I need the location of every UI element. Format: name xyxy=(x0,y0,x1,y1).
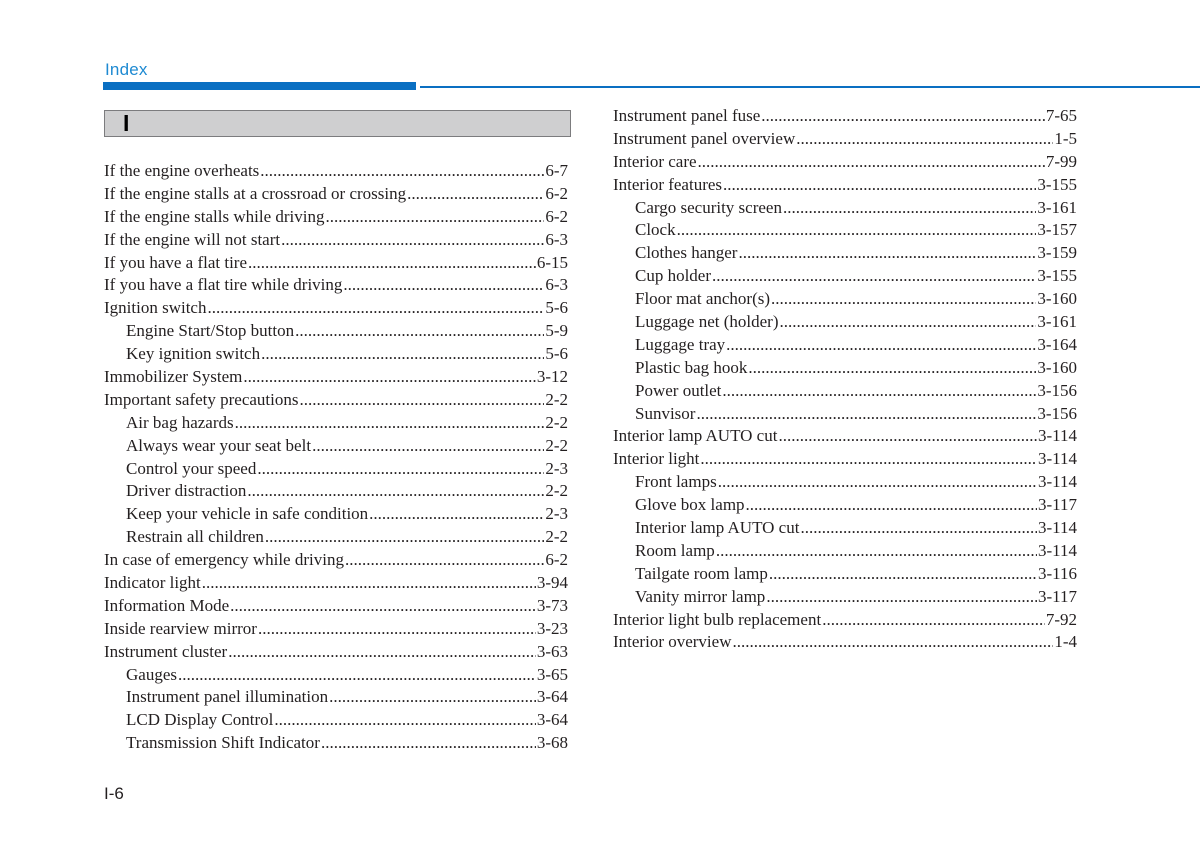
entry-page-ref: 3-114 xyxy=(1037,472,1077,492)
dot-leader xyxy=(202,572,536,595)
dot-leader xyxy=(700,448,1037,471)
dot-leader xyxy=(738,242,1036,265)
index-entry xyxy=(613,609,1077,632)
dot-leader xyxy=(274,709,535,732)
dot-leader xyxy=(783,197,1036,220)
entry-page-ref: 2-2 xyxy=(545,412,568,432)
entry-label: Sunvisor xyxy=(635,403,696,423)
entry-label: Tailgate room lamp xyxy=(635,563,768,583)
dot-leader xyxy=(723,174,1036,197)
entry-label: Luggage tray xyxy=(635,334,726,354)
index-subentry xyxy=(104,709,568,732)
index-subentry xyxy=(613,563,1077,586)
entry-label: Luggage net (holder) xyxy=(635,312,779,332)
entry-label: Floor mat anchor(s) xyxy=(635,289,771,309)
entry-page-ref: 6-2 xyxy=(545,206,568,226)
index-entry xyxy=(104,641,568,664)
entry-page-ref: 3-23 xyxy=(536,618,568,638)
entry-page-ref: 3-160 xyxy=(1037,357,1077,377)
index-subentry xyxy=(613,219,1077,242)
entry-label: Immobilizer System xyxy=(104,367,243,387)
entry-page-ref: 2-2 xyxy=(545,435,568,455)
entry-label: Driver distraction xyxy=(126,481,247,501)
entry-label: Front lamps xyxy=(635,472,717,492)
dot-leader xyxy=(343,274,544,297)
dot-leader xyxy=(769,563,1037,586)
entry-label: If the engine overheats xyxy=(104,161,260,180)
index-subentry xyxy=(613,517,1077,540)
entry-label: In case of emergency while driving xyxy=(104,550,344,570)
entry-label: If you have a flat tire xyxy=(104,252,248,272)
entry-page-ref: 2-3 xyxy=(545,458,568,478)
index-entry xyxy=(613,425,1077,448)
index-entry xyxy=(104,595,568,618)
entry-page-ref: 3-64 xyxy=(536,687,568,707)
entry-page-ref: 3-117 xyxy=(1037,586,1077,606)
entry-page-ref: 6-7 xyxy=(545,161,568,180)
index-subentry xyxy=(613,242,1077,265)
entry-page-ref: 7-65 xyxy=(1045,106,1077,125)
header-rule-thin xyxy=(420,86,1200,88)
page-number: I-6 xyxy=(104,784,124,803)
entry-label: Information Mode xyxy=(104,595,230,615)
index-subentry xyxy=(613,334,1077,357)
dot-leader xyxy=(345,549,544,572)
section-letter-box xyxy=(104,110,571,137)
entry-page-ref: 3-157 xyxy=(1037,220,1077,240)
entry-page-ref: 3-68 xyxy=(536,733,568,753)
dot-leader xyxy=(407,183,544,206)
dot-leader xyxy=(677,219,1037,242)
entry-page-ref: 6-2 xyxy=(545,183,568,203)
section-letter: I xyxy=(123,110,130,136)
entry-page-ref: 7-92 xyxy=(1045,609,1077,629)
dot-leader xyxy=(243,366,535,389)
index-entry xyxy=(613,151,1077,174)
index-entry xyxy=(104,297,568,320)
index-subentry xyxy=(104,686,568,709)
index-subentry xyxy=(613,265,1077,288)
entry-label: Interior lamp AUTO cut xyxy=(635,518,800,538)
entry-label: Instrument panel fuse xyxy=(613,106,761,125)
entry-label: Instrument panel overview xyxy=(613,128,796,148)
entry-label: Vanity mirror lamp xyxy=(635,586,766,606)
entry-label: Interior care xyxy=(613,151,697,171)
entry-page-ref: 3-116 xyxy=(1037,563,1077,583)
dot-leader xyxy=(698,151,1045,174)
entry-page-ref: 3-155 xyxy=(1037,174,1077,194)
entry-label: Interior lamp AUTO cut xyxy=(613,426,778,446)
index-subentry xyxy=(104,480,568,503)
entry-page-ref: 3-65 xyxy=(536,664,568,684)
index-subentry xyxy=(613,288,1077,311)
dot-leader xyxy=(780,311,1037,334)
index-subentry xyxy=(104,526,568,549)
entry-page-ref: 3-155 xyxy=(1037,266,1077,286)
entry-label: Plastic bag hook xyxy=(635,357,748,377)
entry-label: Cargo security screen xyxy=(635,197,782,217)
entry-page-ref: 5-6 xyxy=(545,344,568,364)
dot-leader xyxy=(712,265,1036,288)
index-entry xyxy=(104,229,568,252)
index-entry xyxy=(104,549,568,572)
entry-label: If the engine stalls while driving xyxy=(104,206,325,226)
dot-leader xyxy=(771,288,1036,311)
dot-leader xyxy=(726,334,1036,357)
index-column-right xyxy=(613,105,1077,654)
index-subentry xyxy=(104,503,568,526)
entry-label: Interior light xyxy=(613,449,700,469)
index-entry xyxy=(104,572,568,595)
index-subentry xyxy=(104,435,568,458)
dot-leader xyxy=(325,206,544,229)
index-subentry xyxy=(104,320,568,343)
index-entry xyxy=(104,274,568,297)
entry-label: Power outlet xyxy=(635,380,722,400)
entry-page-ref: 3-156 xyxy=(1037,380,1077,400)
entry-label: If the engine will not start xyxy=(104,229,281,249)
entry-label: Engine Start/Stop button xyxy=(126,321,295,341)
entry-label: Transmission Shift Indicator xyxy=(126,733,320,753)
entry-page-ref: 2-2 xyxy=(545,527,568,547)
entry-page-ref: 6-2 xyxy=(545,550,568,570)
index-subentry xyxy=(613,380,1077,403)
index-entry xyxy=(613,174,1077,197)
entry-page-ref: 3-159 xyxy=(1037,243,1077,263)
entry-page-ref: 2-2 xyxy=(545,481,568,501)
dot-leader xyxy=(732,631,1053,654)
dot-leader xyxy=(796,128,1053,151)
dot-leader xyxy=(178,664,536,687)
index-subentry xyxy=(104,412,568,435)
dot-leader xyxy=(258,618,536,641)
index-subentry xyxy=(613,540,1077,563)
entry-page-ref: 3-156 xyxy=(1037,403,1077,423)
index-entry xyxy=(104,183,568,206)
entry-label: Restrain all children xyxy=(126,527,264,547)
dot-leader xyxy=(716,540,1037,563)
entry-page-ref: 5-9 xyxy=(545,321,568,341)
entry-page-ref: 3-161 xyxy=(1037,312,1077,332)
dot-leader xyxy=(766,586,1037,609)
index-subentry xyxy=(104,664,568,687)
entry-page-ref: 3-63 xyxy=(536,641,568,661)
dot-leader xyxy=(746,494,1037,517)
dot-leader xyxy=(748,357,1036,380)
dot-leader xyxy=(235,412,545,435)
entry-page-ref: 3-160 xyxy=(1037,289,1077,309)
entry-label: Interior features xyxy=(613,174,723,194)
entry-label: Clock xyxy=(635,220,676,240)
index-subentry xyxy=(613,311,1077,334)
entry-page-ref: 3-114 xyxy=(1037,540,1077,560)
dot-leader xyxy=(228,641,536,664)
index-subentry xyxy=(613,494,1077,517)
dot-leader xyxy=(247,480,544,503)
dot-leader xyxy=(281,229,544,252)
dot-leader xyxy=(321,732,536,755)
entry-page-ref: 3-117 xyxy=(1037,495,1077,515)
dot-leader xyxy=(329,686,536,709)
index-subentry xyxy=(104,732,568,755)
entry-label: Glove box lamp xyxy=(635,495,745,515)
entry-label: Interior overview xyxy=(613,632,732,652)
index-subentry xyxy=(613,471,1077,494)
entry-label: Key ignition switch xyxy=(126,344,261,364)
entry-page-ref: 3-94 xyxy=(536,573,568,593)
index-entry xyxy=(104,252,568,275)
entry-page-ref: 3-114 xyxy=(1037,426,1077,446)
entry-page-ref: 2-2 xyxy=(545,389,568,409)
index-entry xyxy=(613,448,1077,471)
entry-label: Air bag hazards xyxy=(126,412,234,432)
dot-leader xyxy=(822,609,1045,632)
entry-label: Gauges xyxy=(126,664,177,684)
entry-label: Ignition switch xyxy=(104,298,207,318)
index-entry xyxy=(613,631,1077,654)
entry-label: LCD Display Control xyxy=(126,710,274,730)
dot-leader xyxy=(207,297,544,320)
index-entry xyxy=(613,105,1077,128)
entry-page-ref: 3-161 xyxy=(1037,197,1077,217)
index-subentry xyxy=(613,357,1077,380)
entry-label: Cup holder xyxy=(635,266,712,286)
page-header-title: Index xyxy=(105,60,148,79)
dot-leader xyxy=(300,389,545,412)
header-rule-thick xyxy=(103,82,416,90)
dot-leader xyxy=(800,517,1037,540)
dot-leader xyxy=(260,160,544,183)
index-subentry xyxy=(104,343,568,366)
index-entry xyxy=(104,160,568,183)
dot-leader xyxy=(778,425,1037,448)
entry-page-ref: 3-114 xyxy=(1037,449,1077,469)
index-subentry xyxy=(613,197,1077,220)
entry-page-ref: 6-3 xyxy=(545,229,568,249)
dot-leader xyxy=(369,503,544,526)
entry-page-ref: 3-64 xyxy=(536,710,568,730)
entry-page-ref: 1-4 xyxy=(1054,632,1077,652)
entry-label: If you have a flat tire while driving xyxy=(104,275,343,295)
index-column-left xyxy=(104,160,568,755)
index-subentry xyxy=(613,403,1077,426)
dot-leader xyxy=(261,343,544,366)
entry-label: Indicator light xyxy=(104,573,201,593)
dot-leader xyxy=(248,252,536,275)
index-entry xyxy=(613,128,1077,151)
dot-leader xyxy=(265,526,544,549)
entry-page-ref: 3-73 xyxy=(536,595,568,615)
index-entry xyxy=(104,389,568,412)
entry-page-ref: 3-12 xyxy=(536,367,568,387)
dot-leader xyxy=(761,105,1045,128)
dot-leader xyxy=(722,380,1036,403)
entry-page-ref: 3-114 xyxy=(1037,518,1077,538)
entry-page-ref: 1-5 xyxy=(1054,128,1077,148)
dot-leader xyxy=(312,435,544,458)
entry-label: Room lamp xyxy=(635,540,715,560)
dot-leader xyxy=(718,471,1037,494)
index-subentry xyxy=(613,586,1077,609)
dot-leader xyxy=(257,458,544,481)
entry-label: Inside rearview mirror xyxy=(104,618,257,638)
entry-label: Instrument panel illumination xyxy=(126,687,329,707)
entry-page-ref: 2-3 xyxy=(545,504,568,524)
entry-label: Always wear your seat belt xyxy=(126,435,312,455)
entry-page-ref: 5-6 xyxy=(545,298,568,318)
entry-label: Important safety precautions xyxy=(104,389,299,409)
index-entry xyxy=(104,206,568,229)
entry-page-ref: 6-3 xyxy=(545,275,568,295)
entry-label: Interior light bulb replacement xyxy=(613,609,822,629)
dot-leader xyxy=(696,403,1036,426)
index-entry xyxy=(104,618,568,641)
entry-page-ref: 7-99 xyxy=(1045,151,1077,171)
index-subentry xyxy=(104,458,568,481)
entry-label: Clothes hanger xyxy=(635,243,738,263)
entry-page-ref: 6-15 xyxy=(536,252,568,272)
entry-label: Keep your vehicle in safe condition xyxy=(126,504,369,524)
entry-page-ref: 3-164 xyxy=(1037,334,1077,354)
dot-leader xyxy=(295,320,544,343)
entry-label: Control your speed xyxy=(126,458,257,478)
entry-label: If the engine stalls at a crossroad or crossing xyxy=(104,183,407,203)
dot-leader xyxy=(230,595,536,618)
entry-label: Instrument cluster xyxy=(104,641,228,661)
index-entry xyxy=(104,366,568,389)
